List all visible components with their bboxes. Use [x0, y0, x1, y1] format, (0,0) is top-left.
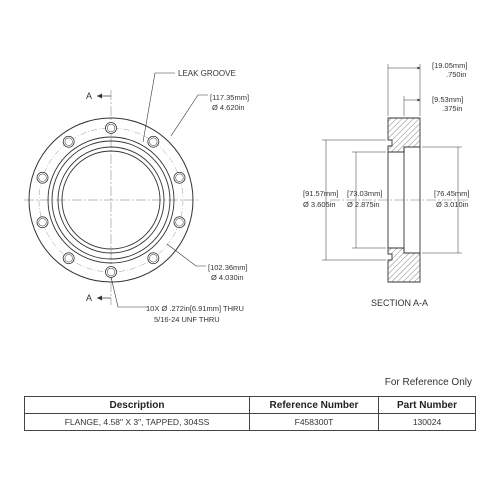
outer-diameter-in: Ø 4.620in [212, 103, 245, 112]
section-upper-wall [388, 118, 420, 152]
cbdepth-mm: [9.53mm] [432, 95, 464, 104]
parts-table [24, 396, 476, 431]
cell-description: FLANGE, 4.58" X 3", TAPPED, 304SS [25, 414, 250, 431]
table-header-row [25, 397, 476, 414]
bore-in: Ø 2.875in [347, 200, 380, 209]
cbdepth-in: .375in [442, 104, 463, 113]
section-title: SECTION A-A [371, 298, 429, 308]
header-description: Description [25, 397, 250, 414]
section-marker-bottom-label: A [86, 293, 93, 303]
section-view [303, 61, 470, 308]
bolt-circle-leader [167, 244, 206, 266]
section-marker-bottom-arrow [97, 296, 102, 301]
section-marker-top-arrow [97, 94, 102, 99]
thickness-mm: [19.05mm] [432, 61, 468, 70]
front-view [24, 69, 249, 324]
outer-diameter-mm: [117.35mm] [210, 93, 250, 102]
section-lower-wall [388, 248, 420, 282]
bore-mm: [73.03mm] [347, 189, 383, 198]
groove-od-in: Ø 3.605in [303, 200, 336, 209]
thickness-in: .750in [446, 70, 467, 79]
counterbore-mm: [76.45mm] [434, 189, 470, 198]
groove-od-mm: [91.57mm] [303, 189, 339, 198]
table-row [25, 414, 476, 431]
bolt-circle-in: Ø 4.030in [211, 273, 244, 282]
section-marker-top-label: A [86, 91, 93, 101]
hole-note-line2: 5/16-24 UNF THRU [154, 315, 220, 324]
outer-diameter-leader [171, 95, 208, 136]
leak-groove-leader [143, 73, 175, 142]
leak-groove-label: LEAK GROOVE [178, 69, 236, 78]
header-reference-number: Reference Number [250, 397, 379, 414]
bolt-circle-mm: [102.36mm] [208, 263, 248, 272]
cell-part-number: 130024 [379, 414, 476, 431]
hole-note-line1: 10X Ø .272in[6.91mm] THRU [146, 304, 244, 313]
counterbore-in: Ø 3.010in [436, 200, 469, 209]
reference-note: For Reference Only [384, 377, 472, 388]
header-part-number: Part Number [379, 397, 476, 414]
cell-reference-number: F458300T [250, 414, 379, 431]
